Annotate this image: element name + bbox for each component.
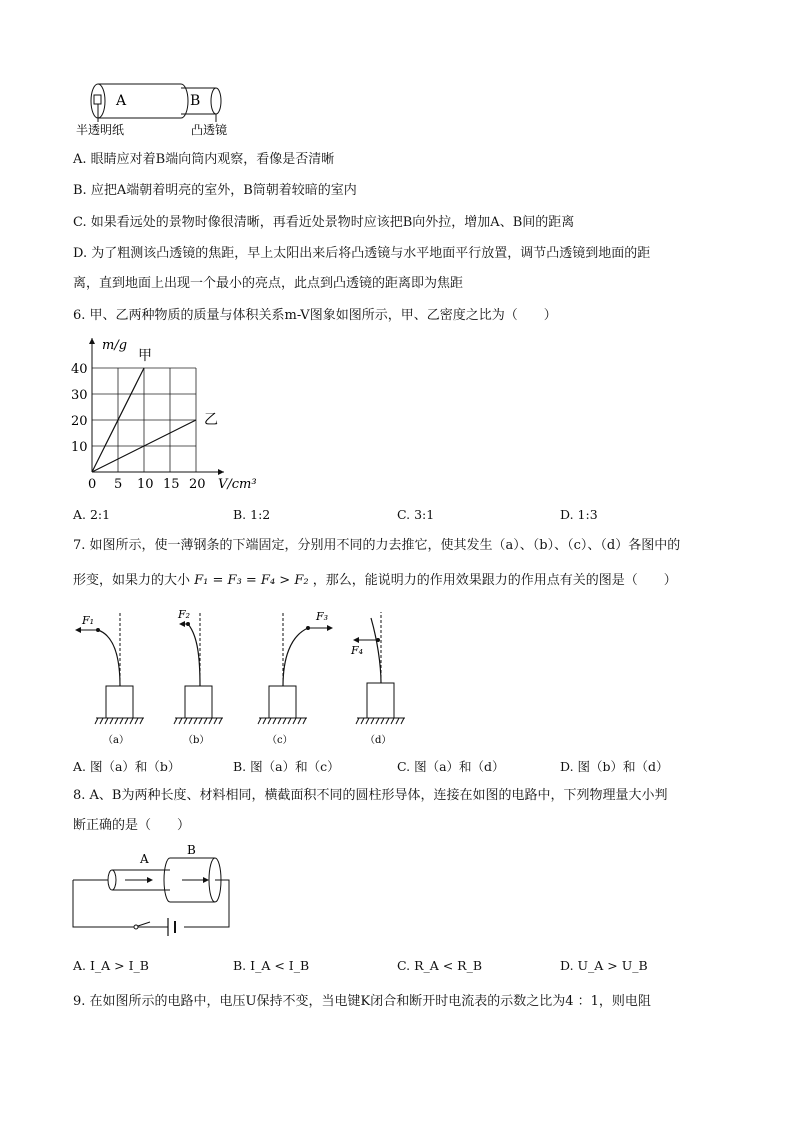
q7-option-c: C. 图（a）和（d） (397, 759, 505, 774)
y-tick-label: 30 (71, 388, 88, 403)
series-label-jia: 甲 (138, 348, 152, 364)
q8-option-c: C. R_A < R_B (397, 958, 483, 973)
q5-option-d-line1: D. 为了粗测该凸透镜的焦距，早上太阳出来后将凸透镜与水平地面平行放置，调节凸透镜到地面的距 (73, 246, 651, 261)
conductor-circuit (70, 840, 240, 942)
q6-option-a: A. 2:1 (73, 507, 111, 522)
x-tick-label: 15 (163, 477, 180, 492)
y-tick-label: 20 (71, 414, 88, 429)
force-label-f3: F₃ (316, 610, 329, 623)
q7-stem-pre: 形变，如果力的大小 (73, 573, 191, 588)
q7-option-b: B. 图（a）和（c） (233, 759, 340, 774)
x-tick-label: 20 (189, 477, 206, 492)
q6-stem: 6. 甲、乙两种物质的质量与体积关系m-V图象如图所示，甲、乙密度之比为（ ） (73, 308, 557, 323)
q9-stem: 9. 在如图所示的电路中，电压U保持不变，当电键K闭合和断开时电流表的示数之比为4 ：1，则电阻 (73, 994, 651, 1009)
caption-a: （a） (103, 735, 129, 746)
steel-strip-figure (70, 604, 420, 749)
y-tick-label: 10 (71, 440, 88, 455)
tube-label-a: A (116, 93, 127, 109)
q5-option-a: A. 眼睛应对着B端向筒内观察，看像是否清晰 (73, 152, 335, 167)
caption-b: （b） (183, 735, 210, 746)
x-tick-label: 0 (88, 477, 97, 492)
q7-stem-formula: F₁ = F₃ = F₄ > F₂ (194, 573, 309, 588)
q8-stem-line1: 8. A、B为两种长度、材料相同，横截面积不同的圆柱形导体，连接在如图的电路中，下列物理量大小判 (73, 788, 668, 803)
q8-option-b: B. I_A < I_B (233, 958, 310, 973)
force-label-f2: F₂ (178, 608, 191, 621)
conductor-label-b: B (187, 843, 196, 857)
q8-stem-line2: 断正确的是（ ） (73, 818, 191, 833)
force-label-f1: F₁ (82, 614, 95, 627)
y-tick-label: 40 (71, 362, 88, 377)
force-label-f4: F₄ (351, 644, 364, 657)
x-axis-label: V/cm³ (218, 477, 257, 492)
q7-option-a: A. 图（a）和（b） (73, 759, 181, 774)
q5-option-b: B. 应把A端朝着明亮的室外，B筒朝着较暗的室内 (73, 183, 357, 198)
caption-lens: 凸透镜 (191, 123, 228, 137)
x-tick-label: 10 (137, 477, 154, 492)
q8-option-a: A. I_A > I_B (73, 958, 149, 973)
q5-option-d-line2: 离，直到地面上出现一个最小的亮点，此点到凸透镜的距离即为焦距 (73, 276, 464, 291)
q5-option-c: C. 如果看远处的景物时像很清晰，再看近处景物时应该把B向外拉，增加A、B间的距离 (73, 215, 575, 230)
q6-option-b: B. 1:2 (233, 507, 271, 522)
caption-c: （c） (267, 735, 293, 746)
q6-option-d: D. 1:3 (560, 507, 598, 522)
mv-chart (66, 330, 276, 500)
y-axis-arrow (89, 338, 95, 344)
tube-figure (76, 72, 246, 140)
x-tick-label: 5 (114, 477, 123, 492)
q7-stem-post: ，那么，能说明力的作用效果跟力的作用点有关的图是（ ） (312, 573, 677, 588)
q7-stem-line1: 7. 如图所示，使一薄钢条的下端固定，分别用不同的力去推它，使其发生（a）、（b）、（c）、（d）各图中的 (73, 538, 681, 553)
q7-option-d: D. 图（b）和（d） (560, 759, 669, 774)
series-label-yi: 乙 (204, 412, 218, 428)
x-axis-arrow (218, 469, 224, 475)
q6-option-c: C. 3:1 (397, 507, 435, 522)
y-axis-label: m/g (102, 338, 128, 353)
q7-stem-line2 (73, 573, 677, 589)
q8-option-d: D. U_A > U_B (560, 958, 648, 973)
caption-d: （d） (365, 735, 392, 746)
tube-label-b: B (190, 93, 201, 109)
caption-paper: 半透明纸 (76, 123, 125, 137)
conductor-label-a: A (140, 852, 149, 866)
